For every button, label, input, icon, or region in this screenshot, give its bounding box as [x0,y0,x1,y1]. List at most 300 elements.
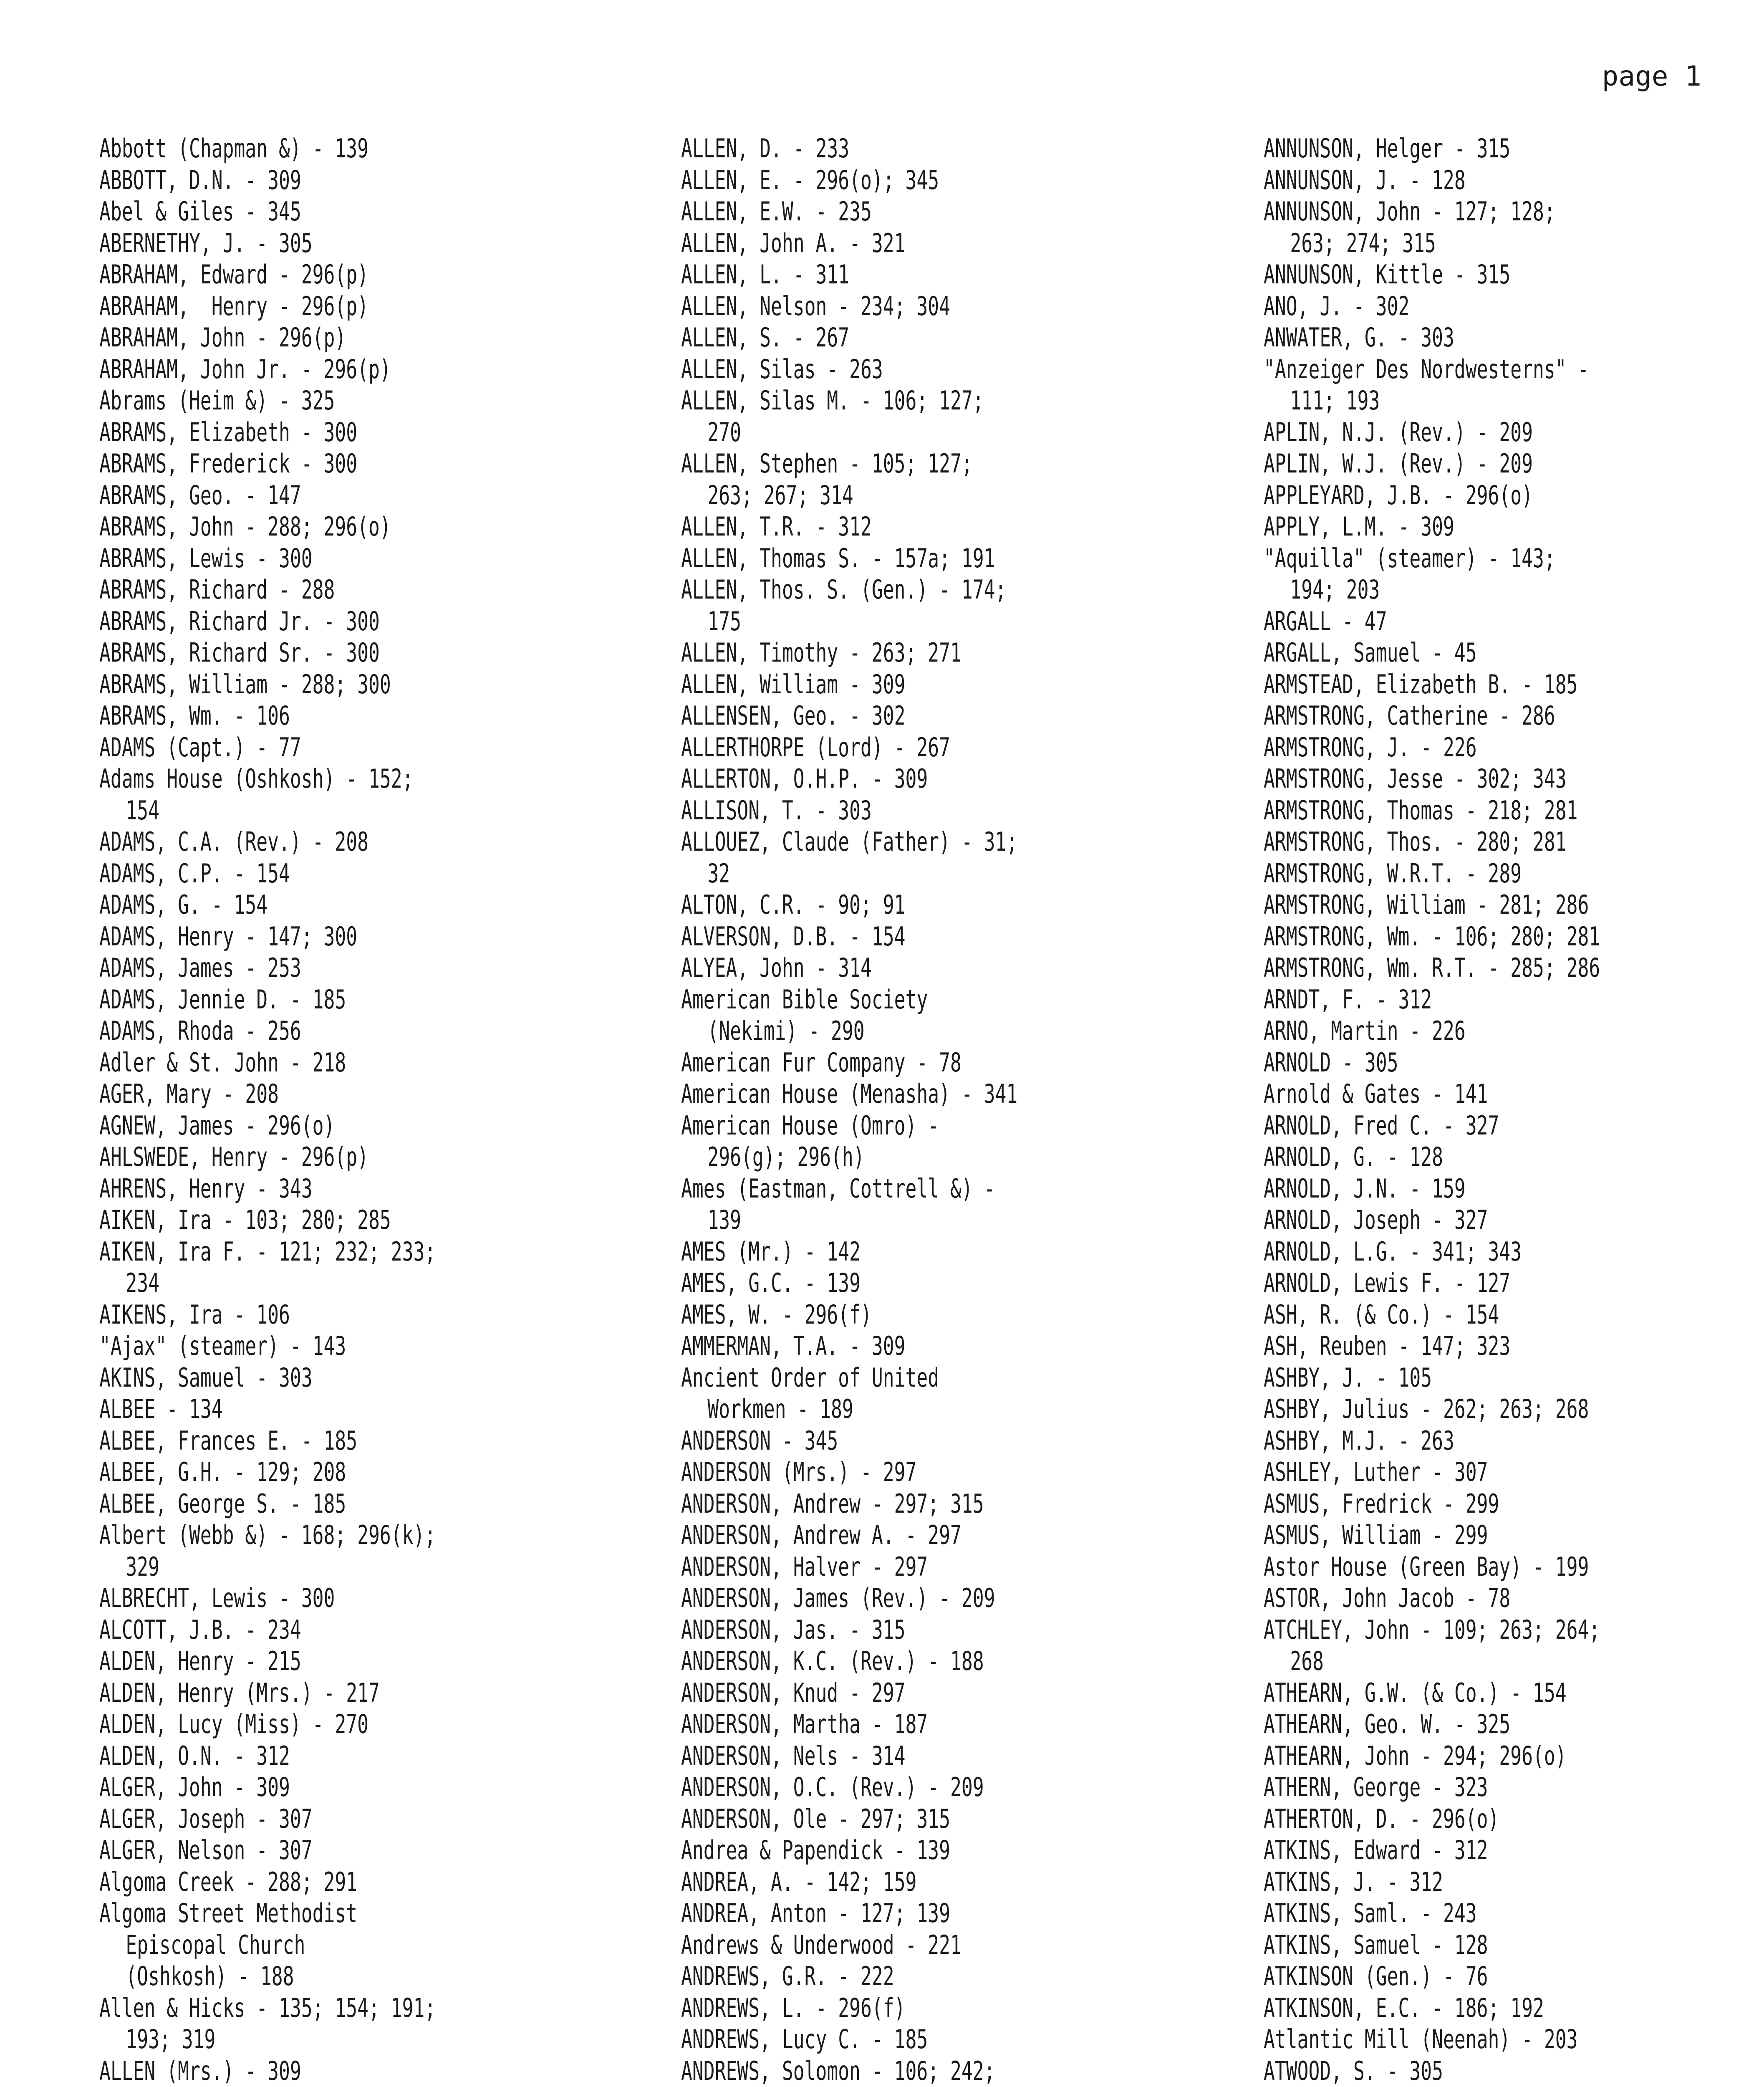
index-entry-text: ARMSTRONG, Thomas - 218; 281 [1264,795,1578,826]
index-entry-continuation: (Oshkosh) - 188 [126,1961,294,1991]
index-entry-text: ATWOOD, S. - 305 [1264,2055,1444,2086]
index-entry [99,133,610,164]
index-entry [1264,322,1764,354]
index-entry-text: Adams House (Oshkosh) - 152; [99,763,414,794]
index-entry [99,1425,610,1457]
index-entry [681,354,1192,385]
index-entry-text: ANNUNSON, Helger - 315 [1264,133,1511,164]
index-entry [681,543,1192,574]
index-entry-text: ALBRECHT, Lewis - 300 [99,1583,335,1613]
index-entry-text: ARMSTRONG, Wm. - 106; 280; 281 [1264,921,1600,952]
index-entry [99,1204,610,1236]
index-entry [99,732,610,763]
index-entry-text: ALLERTON, O.H.P. - 309 [681,763,928,794]
index-entry-text: ADAMS (Capt.) - 77 [99,732,301,763]
index-entry [1264,1173,1764,1205]
index-entry-text: ABRAMS, William - 288; 300 [99,669,391,700]
index-entry-text: ALGER, Joseph - 307 [99,1803,313,1834]
index-entry [99,291,610,322]
index-entry-text: ANDERSON, Andrew A. - 297 [681,1520,961,1550]
index-entry-text: Andrews & Underwood - 221 [681,1929,961,1960]
index-column-2 [681,133,1194,2087]
index-entry [681,291,1192,322]
index-entry-text: AGNEW, James - 296(o) [99,1110,335,1141]
index-entry [1264,1362,1764,1394]
index-entry [681,1173,1192,1236]
index-entry-text: ALLEN, Thomas S. - 157a; 191 [681,543,995,574]
index-entry [1264,763,1764,795]
index-entry [681,637,1192,669]
index-entry-text: ALDEN, O.N. - 312 [99,1740,290,1771]
index-entry [1264,1708,1764,1740]
index-entry-text: ASHLEY, Luther - 307 [1264,1457,1488,1487]
index-entry-text: ALCOTT, J.B. - 234 [99,1614,301,1645]
index-entry-text: ATKINS, Saml. - 243 [1264,1898,1477,1928]
index-column-1 [99,133,613,2087]
index-entry-text: ALLEN, E.W. - 235 [681,196,872,227]
index-entry-text: AMES, G.C. - 139 [681,1268,861,1298]
index-entry-text: ALLEN, D. - 233 [681,133,850,164]
index-entry-text: Albert (Webb &) - 168; 296(k); [99,1520,436,1550]
index-entry [1264,1141,1764,1173]
index-entry [681,1645,1192,1677]
index-entry-text: ALLEN, Silas - 263 [681,354,883,384]
index-entry-text: ABRAMS, Richard Sr. - 300 [99,637,380,668]
index-entry [99,2055,610,2087]
index-entry [99,259,610,291]
index-entry [681,889,1192,921]
index-entry-text: ABRAMS, Frederick - 300 [99,448,358,479]
index-entry [681,227,1192,259]
index-entry [1264,2055,1764,2087]
index-entry [681,826,1192,889]
index-entry-text: AIKEN, Ira - 103; 280; 285 [99,1205,391,1235]
index-entry-text: ABRAHAM, Edward - 296(p) [99,259,369,290]
index-entry-text: AMES, W. - 296(f) [681,1299,872,1330]
index-entry [681,1771,1192,1803]
index-entry [1264,1078,1764,1110]
index-entry-continuation: Episcopal Church [126,1929,305,1960]
index-entry [99,448,610,480]
index-entry [1264,1677,1764,1709]
index-entry [681,1551,1192,1583]
index-entry-text: ALLEN, Nelson - 234; 304 [681,291,951,321]
index-entry-text: AMES (Mr.) - 142 [681,1236,861,1267]
index-entry [1264,826,1764,858]
index-entry [99,480,610,511]
index-entry-text: ADAMS, C.P. - 154 [99,858,290,889]
index-entry [681,984,1192,1047]
index-entry [99,1834,610,1866]
index-entry [1264,889,1764,921]
index-entry [681,1488,1192,1520]
index-entry [99,826,610,858]
index-entry-text: ARMSTRONG, Thos. - 280; 281 [1264,826,1567,857]
index-entry [1264,1898,1764,1929]
index-entry [1264,1267,1764,1299]
index-entry [1264,1425,1764,1457]
index-entry [1264,448,1764,480]
index-entry [681,1614,1192,1646]
index-entry [1264,1047,1764,1079]
index-entry [681,1299,1192,1331]
index-entry-text: ARNDT, F. - 312 [1264,984,1432,1015]
index-entry-text: ARMSTRONG, Catherine - 286 [1264,700,1555,731]
index-entry [99,164,610,196]
index-entry-text: ANDERSON, Andrew - 297; 315 [681,1488,984,1519]
index-entry-text: APPLEYARD, J.B. - 296(o) [1264,480,1533,510]
index-entry-text: ADAMS, G. - 154 [99,889,268,920]
index-entry-text: ANNUNSON, J. - 128 [1264,164,1466,195]
index-entry [99,322,610,354]
index-entry [99,1898,610,1992]
index-entry-text: ALLOUEZ, Claude (Father) - 31; [681,826,1018,857]
index-entry [99,1362,610,1394]
index-entry [681,763,1192,795]
index-entry [1264,1456,1764,1488]
index-entry [99,1582,610,1614]
index-entry-text: ALLEN, Timothy - 263; 271 [681,637,961,668]
index-entry [681,511,1192,543]
index-entry-text: ATHEARN, John - 294; 296(o) [1264,1740,1567,1771]
index-entry [1264,1393,1764,1425]
index-entry-text: ABRAHAM, Henry - 296(p) [99,291,369,321]
index-entry [681,164,1192,196]
index-entry-text: ATCHLEY, John - 109; 263; 264; [1264,1614,1600,1645]
index-entry-text: ALLENSEN, Geo. - 302 [681,700,906,731]
index-entry [99,1173,610,1205]
index-entry [1264,858,1764,889]
index-entry-text: Algoma Street Methodist [99,1898,358,1928]
index-entry-text: APLIN, W.J. (Rev.) - 209 [1264,448,1533,479]
index-entry-text: American House (Omro) - [681,1110,939,1141]
index-entry-text: Atlantic Mill (Neenah) - 203 [1264,2024,1578,2054]
index-entry [99,354,610,385]
index-entry-continuation: Workmen - 189 [707,1394,853,1424]
index-entry [99,858,610,889]
index-entry-continuation: 111; 193 [1290,385,1380,416]
index-entry [681,1078,1192,1110]
index-entry-text: ALTON, C.R. - 90; 91 [681,889,906,920]
index-entry-text: ABRAMS, John - 288; 296(o) [99,511,391,542]
index-entry [681,1866,1192,1898]
index-entry [1264,637,1764,669]
index-entry-text: ANDREWS, G.R. - 222 [681,1961,894,1991]
index-entry [681,1110,1192,1173]
index-entry-text: ABRAMS, Richard Jr. - 300 [99,606,380,637]
index-entry [1264,921,1764,953]
index-entry [1264,259,1764,291]
index-entry-text: ANDERSON, O.C. (Rev.) - 209 [681,1772,984,1802]
index-entry-text: ASHBY, M.J. - 263 [1264,1425,1454,1456]
index-entry-text: APPLY, L.M. - 309 [1264,511,1454,542]
index-entry [681,1362,1192,1425]
index-entry [1264,669,1764,700]
index-entry-text: ALLEN (Mrs.) - 309 [99,2055,301,2086]
index-entry-text: ANDERSON, Knud - 297 [681,1677,906,1708]
index-entry-continuation: 270 [707,417,741,447]
index-entry [681,732,1192,763]
index-entry-text: AGER, Mary - 208 [99,1079,279,1109]
index-entry-text: ATKINS, Samuel - 128 [1264,1929,1488,1960]
index-entry-text: APLIN, N.J. (Rev.) - 209 [1264,417,1533,447]
index-entry-text: ATHERTON, D. - 296(o) [1264,1803,1499,1834]
index-entry [681,574,1192,637]
index-entry [1264,1204,1764,1236]
index-entry-text: ANDERSON, Halver - 297 [681,1551,928,1582]
index-entry-text: ARMSTRONG, Jesse - 302; 343 [1264,763,1567,794]
index-entry-text: ALLEN, Stephen - 105; 127; [681,448,973,479]
index-entry [1264,1992,1764,2024]
index-entry-text: ABERNETHY, J. - 305 [99,227,313,258]
index-entry [99,1047,610,1079]
index-entry-text: ARNOLD, L.G. - 341; 343 [1264,1236,1522,1267]
index-entry-text: ADAMS, Rhoda - 256 [99,1016,301,1046]
index-entry-text: AHLSWEDE, Henry - 296(p) [99,1142,369,1172]
index-entry [681,1929,1192,1961]
index-entry [1264,354,1764,417]
index-entry-text: ARMSTRONG, Wm. R.T. - 285; 286 [1264,953,1600,983]
index-entry-continuation: 268 [1290,1646,1324,1676]
index-entry-text: ARNOLD, J.N. - 159 [1264,1173,1466,1204]
index-entry [99,543,610,574]
index-entry-text: ANDERSON - 345 [681,1425,838,1456]
index-entry [99,921,610,953]
index-entry-text: ANDERSON (Mrs.) - 297 [681,1457,917,1487]
index-entry-text: ANDREWS, L. - 296(f) [681,1992,906,2023]
index-entry-continuation: 139 [707,1205,741,1235]
index-entry [1264,984,1764,1016]
index-entry-text: Adler & St. John - 218 [99,1047,346,1078]
index-entry [681,795,1192,826]
index-entry-text: Andrea & Papendick - 139 [681,1835,951,1865]
index-entry-text: ALDEN, Henry - 215 [99,1646,301,1676]
index-entry [1264,1519,1764,1551]
index-entry [1264,795,1764,826]
index-entry-text: ALBEE, Frances E. - 185 [99,1425,358,1456]
index-entry [1264,1236,1764,1268]
index-entry [99,1236,610,1299]
index-entry-text: AIKEN, Ira F. - 121; 232; 233; [99,1236,436,1267]
index-entry-text: ASMUS, William - 299 [1264,1520,1488,1550]
index-entry [681,448,1192,511]
index-entry-text: American House (Menasha) - 341 [681,1079,1018,1109]
index-entry [99,1456,610,1488]
index-entry-text: ALDEN, Henry (Mrs.) - 217 [99,1677,380,1708]
index-entry [681,1740,1192,1772]
index-entry [1264,2024,1764,2055]
index-entry [99,1645,610,1677]
index-entry [681,1047,1192,1079]
index-entry-continuation: 193; 319 [126,2024,216,2054]
index-entry [1264,700,1764,732]
index-entry [681,1803,1192,1835]
index-entry-text: Abel & Giles - 345 [99,196,301,227]
index-entry [99,984,610,1016]
index-entry [1264,1740,1764,1772]
index-entry-text: ANDERSON, James (Rev.) - 209 [681,1583,995,1613]
index-entry [99,574,610,606]
index-entry-text: ALLERTHORPE (Lord) - 267 [681,732,951,763]
index-entry-text: ATHEARN, G.W. (& Co.) - 154 [1264,1677,1567,1708]
index-entry-text: Ames (Eastman, Cottrell &) - [681,1173,995,1204]
index-entry [681,259,1192,291]
index-entry [99,1708,610,1740]
index-entry-text: ALLEN, L. - 311 [681,259,850,290]
index-entry [681,1708,1192,1740]
index-entry-text: ASMUS, Fredrick - 299 [1264,1488,1499,1519]
index-entry-text: American Fur Company - 78 [681,1047,961,1078]
index-entry [99,1110,610,1142]
index-entry-text: ATKINSON, E.C. - 186; 192 [1264,1992,1544,2023]
index-entry-text: ARNO, Martin - 226 [1264,1016,1466,1046]
index-entry-text: ADAMS, Henry - 147; 300 [99,921,358,952]
index-entry [99,606,610,637]
index-entry [99,1330,610,1362]
index-entry-text: Algoma Creek - 288; 291 [99,1866,358,1897]
index-entry [99,763,610,826]
index-entry-text: ADAMS, Jennie D. - 185 [99,984,346,1015]
index-entry-text: ADAMS, C.A. (Rev.) - 208 [99,826,369,857]
index-entry [1264,1771,1764,1803]
index-entry-text: ANDERSON, Nels - 314 [681,1740,906,1771]
index-entry-text: Abrams (Heim &) - 325 [99,385,335,416]
index-entry [681,322,1192,354]
index-entry-continuation: 154 [126,795,159,826]
index-entry-text: ANNUNSON, Kittle - 315 [1264,259,1511,290]
index-entry [681,1456,1192,1488]
index-entry-text: ATKINSON (Gen.) - 76 [1264,1961,1488,1991]
index-entry [99,196,610,227]
index-entry-text: ABRAMS, Lewis - 300 [99,543,313,574]
index-entry-text: ALBEE, G.H. - 129; 208 [99,1457,346,1487]
index-entry-text: ATHEARN, Geo. W. - 325 [1264,1709,1511,1739]
index-entry [681,1267,1192,1299]
index-entry [1264,196,1764,259]
index-entry-text: ARNOLD, G. - 128 [1264,1142,1444,1172]
index-entry-text: ARMSTEAD, Elizabeth B. - 185 [1264,669,1578,700]
index-entry-text: AMMERMAN, T.A. - 309 [681,1331,906,1361]
index-entry-text: AIKENS, Ira - 106 [99,1299,290,1330]
index-entry [681,2024,1192,2055]
index-entry [1264,1803,1764,1835]
index-entry [99,1614,610,1646]
index-entry-text: ALGER, Nelson - 307 [99,1835,313,1865]
index-entry-text: ANDREA, A. - 142; 159 [681,1866,917,1897]
index-entry [1264,133,1764,164]
index-entry [99,889,610,921]
index-entry [99,1141,610,1173]
index-entry [681,1330,1192,1362]
index-entry [99,1677,610,1709]
index-entry [1264,543,1764,606]
index-entry-text: Abbott (Chapman &) - 139 [99,133,369,164]
index-entry-text: ATKINS, J. - 312 [1264,1866,1444,1897]
index-entry-text: ANWATER, G. - 303 [1264,322,1454,353]
index-entry-continuation: 329 [126,1551,159,1582]
index-entry [681,1519,1192,1551]
index-entry [99,227,610,259]
index-entry [1264,1551,1764,1583]
index-entry-continuation: 296(g); 296(h) [707,1142,865,1172]
index-entry-text: ALYEA, John - 314 [681,953,872,983]
index-entry [1264,1488,1764,1520]
index-entry-text: ATHERN, George - 323 [1264,1772,1488,1802]
index-entry-text: ANDERSON, Jas. - 315 [681,1614,906,1645]
index-entry-continuation: 194; 203 [1290,574,1380,605]
index-entry-text: ANDREWS, Solomon - 106; 242; [681,2055,995,2086]
index-entry-text: ALLEN, T.R. - 312 [681,511,872,542]
index-entry-text: ASTOR, John Jacob - 78 [1264,1583,1511,1613]
index-entry [99,1393,610,1425]
index-entry-text: ALLEN, William - 309 [681,669,906,700]
index-entry [99,417,610,448]
index-entry [681,133,1192,164]
index-entry [1264,1582,1764,1614]
index-entry-text: ABRAMS, Richard - 288 [99,574,335,605]
index-entry [99,700,610,732]
index-entry [1264,1614,1764,1677]
index-entry-text: Ancient Order of United [681,1362,939,1393]
index-entry-text: ASHBY, Julius - 262; 263; 268 [1264,1394,1589,1424]
index-entry [1264,1299,1764,1331]
index-entry-text: Arnold & Gates - 141 [1264,1079,1488,1109]
index-entry-continuation: (Nekimi) - 290 [707,1016,865,1046]
index-entry-text: Astor House (Green Bay) - 199 [1264,1551,1589,1582]
index-entry-text: ARNOLD, Fred C. - 327 [1264,1110,1499,1141]
index-entry-text: "Anzeiger Des Nordwesterns" - [1264,354,1589,384]
index-entry-text: ALLEN, Silas M. - 106; 127; [681,385,984,416]
index-entry [1264,606,1764,637]
index-entry [99,1803,610,1835]
index-entry-text: ABRAHAM, John - 296(p) [99,322,346,353]
index-entry-text: "Aquilla" (steamer) - 143; [1264,543,1555,574]
index-entry-text: ARMSTRONG, J. - 226 [1264,732,1477,763]
index-entry-continuation: 234 [126,1268,159,1298]
index-entry [99,1519,610,1582]
index-entry [1264,1110,1764,1142]
index-entry [1264,1929,1764,1961]
index-entry-text: ANDERSON, K.C. (Rev.) - 188 [681,1646,984,1676]
index-entry [99,1488,610,1520]
index-entry-text: ARGALL - 47 [1264,606,1387,637]
index-entry-text: AKINS, Samuel - 303 [99,1362,313,1393]
index-entry [1264,480,1764,511]
index-entry [99,1299,610,1331]
index-entry [681,1425,1192,1457]
index-entry [1264,417,1764,448]
index-entry [99,1015,610,1047]
index-entry [681,1898,1192,1929]
index-entry-text: ARNOLD, Joseph - 327 [1264,1205,1488,1235]
index-entry [1264,1015,1764,1047]
index-entry [681,1992,1192,2024]
index-entry-text: ANDERSON, Ole - 297; 315 [681,1803,951,1834]
index-entry-text: ARMSTRONG, William - 281; 286 [1264,889,1589,920]
index-entry-text: ARMSTRONG, W.R.T. - 289 [1264,858,1522,889]
index-entry [99,1992,610,2055]
index-entry-text: ADAMS, James - 253 [99,953,301,983]
index-entry-text: ABRAMS, Elizabeth - 300 [99,417,358,447]
index-entry [99,1771,610,1803]
index-entry-text: ASHBY, J. - 105 [1264,1362,1432,1393]
index-entry-text: ANNUNSON, John - 127; 128; [1264,196,1555,227]
index-entry [681,952,1192,984]
index-entry [99,511,610,543]
index-entry [681,2055,1192,2087]
index-entry [681,385,1192,448]
index-entry-text: ANDREWS, Lucy C. - 185 [681,2024,928,2054]
